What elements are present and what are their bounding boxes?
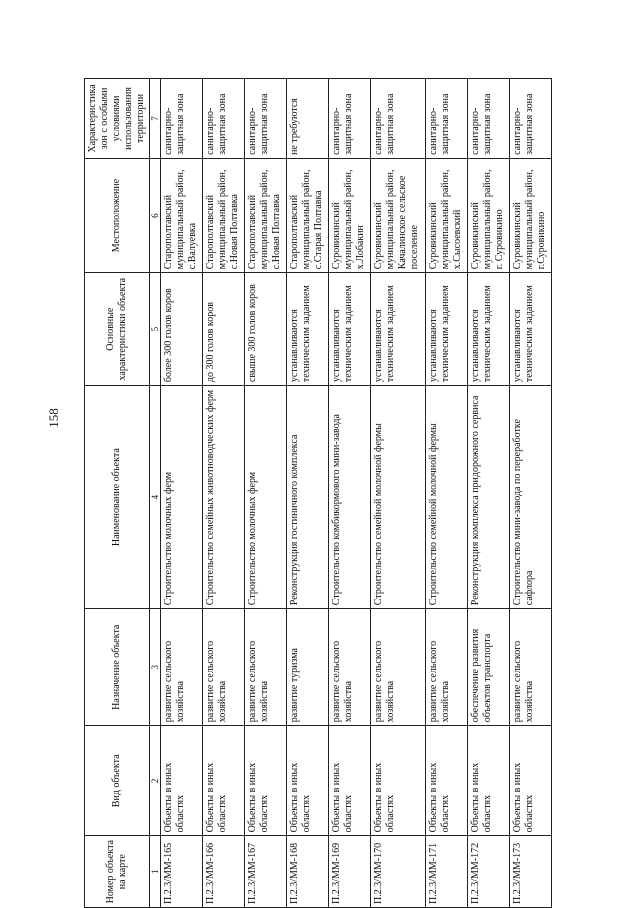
zone-cell: санитарно-защитная зона xyxy=(245,79,287,159)
column-number: 7 xyxy=(150,79,161,159)
location-cell: Суровикинский муниципальный район, г.Суровикино xyxy=(509,158,551,272)
object-number-cell: П.2.3/ММ-169 xyxy=(329,836,371,908)
page-number: 158 xyxy=(46,408,61,428)
object-purpose-cell: развитие сельского хозяйства xyxy=(425,609,467,726)
object-name-cell: Строительство семейной молочной фермы xyxy=(371,386,425,609)
object-name-cell: Строительство комбикормового мини-завода xyxy=(329,386,371,609)
object-purpose-cell: развитие сельского хозяйства xyxy=(161,609,203,726)
location-cell: Суровикинский муниципальный район, х.Сысоевский xyxy=(425,158,467,272)
table-header-row xyxy=(85,79,150,908)
object-purpose-cell: развитие сельского хозяйства xyxy=(203,609,245,726)
object-purpose-cell: обеспечение развития объектов транспорта xyxy=(467,609,509,726)
object-purpose-cell: развитие сельского хозяйства xyxy=(329,609,371,726)
object-specs-cell: устанавливаются техническим заданием xyxy=(425,273,467,386)
column-number: 2 xyxy=(150,726,161,836)
header-object-specs: Основные характеристики объекта xyxy=(85,273,150,386)
object-specs-cell: устанавливаются техническим заданием xyxy=(329,273,371,386)
object-kind-cell: Объекты в иных областях xyxy=(425,726,467,836)
table-row xyxy=(161,79,203,908)
object-number-cell: П.2.3/ММ-166 xyxy=(203,836,245,908)
header-object-name: Наименование объекта xyxy=(85,386,150,609)
table-row xyxy=(371,79,425,908)
header-location: Местоположение xyxy=(85,158,150,272)
location-cell: Суровикинский муниципальный район, х.Лобакин xyxy=(329,158,371,272)
object-name-cell: Реконструкция комплекса придорожного сервиса xyxy=(467,386,509,609)
object-specs-cell: устанавливаются техническим заданием xyxy=(371,273,425,386)
object-kind-cell: Объекты в иных областях xyxy=(203,726,245,836)
table-row xyxy=(425,79,467,908)
object-number-cell: П.2.3/ММ-167 xyxy=(245,836,287,908)
object-kind-cell: Объекты в иных областях xyxy=(467,726,509,836)
object-specs-cell: устанавливаются техническим заданием xyxy=(287,273,329,386)
object-name-cell: Строительство семейной молочной фермы xyxy=(425,386,467,609)
object-name-cell: Реконструкция гостиничного комплекса xyxy=(287,386,329,609)
column-number: 1 xyxy=(150,836,161,908)
object-number-cell: П.2.3/ММ-165 xyxy=(161,836,203,908)
location-cell: Старополтавский муниципальный район, с.Новая Полтавка xyxy=(203,158,245,272)
column-number: 3 xyxy=(150,609,161,726)
object-name-cell: Строительство молочных ферм xyxy=(161,386,203,609)
column-number-row xyxy=(150,79,161,908)
location-cell: Суровикинский муниципальный район, Качалинское сельское поселение xyxy=(371,158,425,272)
table-row xyxy=(467,79,509,908)
object-kind-cell: Объекты в иных областях xyxy=(371,726,425,836)
object-number-cell: П.2.3/ММ-173 xyxy=(509,836,551,908)
column-number: 6 xyxy=(150,158,161,272)
location-cell: Старополтавский муниципальный район, с.Валуевка xyxy=(161,158,203,272)
object-purpose-cell: развитие сельского хозяйства xyxy=(509,609,551,726)
object-purpose-cell: развитие сельского хозяйства xyxy=(245,609,287,726)
object-kind-cell: Объекты в иных областях xyxy=(329,726,371,836)
rotated-page-content xyxy=(84,78,552,908)
zone-cell: санитарно-защитная зона xyxy=(467,79,509,159)
location-cell: Суровикинский муниципальный район, г. Суровикино xyxy=(467,158,509,272)
object-specs-cell: более 300 голов коров xyxy=(161,273,203,386)
object-number-cell: П.2.3/ММ-168 xyxy=(287,836,329,908)
table-row xyxy=(329,79,371,908)
object-specs-cell: свыше 300 голов коров xyxy=(245,273,287,386)
zone-cell: санитарно-защитная зона xyxy=(425,79,467,159)
objects-table xyxy=(84,78,552,908)
table-row xyxy=(287,79,329,908)
zone-cell: санитарно-защитная зона xyxy=(329,79,371,159)
zone-cell: санитарно-защитная зона xyxy=(509,79,551,159)
header-zone-characteristics: Характеристика зон с особыми условиями использования территории xyxy=(85,79,150,159)
zone-cell: санитарно-защитная зона xyxy=(371,79,425,159)
location-cell: Старополтавский муниципальный район, с.Новая Полтавка xyxy=(245,158,287,272)
object-kind-cell: Объекты в иных областях xyxy=(509,726,551,836)
object-name-cell: Строительство семейных животноводческих ферм xyxy=(203,386,245,609)
object-number-cell: П.2.3/ММ-171 xyxy=(425,836,467,908)
object-specs-cell: устанавливаются техническим заданием xyxy=(509,273,551,386)
object-purpose-cell: развитие туризма xyxy=(287,609,329,726)
zone-cell: не требуются xyxy=(287,79,329,159)
object-specs-cell: до 300 голов коров xyxy=(203,273,245,386)
header-object-purpose: Назначение объекта xyxy=(85,609,150,726)
table-row xyxy=(203,79,245,908)
object-kind-cell: Объекты в иных областях xyxy=(161,726,203,836)
zone-cell: санитарно-защитная зона xyxy=(203,79,245,159)
header-object-number: Номер объекта на карте xyxy=(85,836,150,908)
column-number: 4 xyxy=(150,386,161,609)
object-kind-cell: Объекты в иных областях xyxy=(245,726,287,836)
zone-cell: санитарно-защитная зона xyxy=(161,79,203,159)
table-row xyxy=(509,79,551,908)
object-number-cell: П.2.3/ММ-170 xyxy=(371,836,425,908)
object-name-cell: Строительство мини-завода по переработке сафлора xyxy=(509,386,551,609)
table-row xyxy=(245,79,287,908)
object-kind-cell: Объекты в иных областях xyxy=(287,726,329,836)
object-specs-cell: устанавливаются техническим заданием xyxy=(467,273,509,386)
object-name-cell: Строительство молочных ферм xyxy=(245,386,287,609)
header-object-kind: Вид объекта xyxy=(85,726,150,836)
object-purpose-cell: развитие сельского хозяйства xyxy=(371,609,425,726)
object-number-cell: П.2.3/ММ-172 xyxy=(467,836,509,908)
location-cell: Старополтавский муниципальный район, с.Старая Полтавка xyxy=(287,158,329,272)
column-number: 5 xyxy=(150,273,161,386)
